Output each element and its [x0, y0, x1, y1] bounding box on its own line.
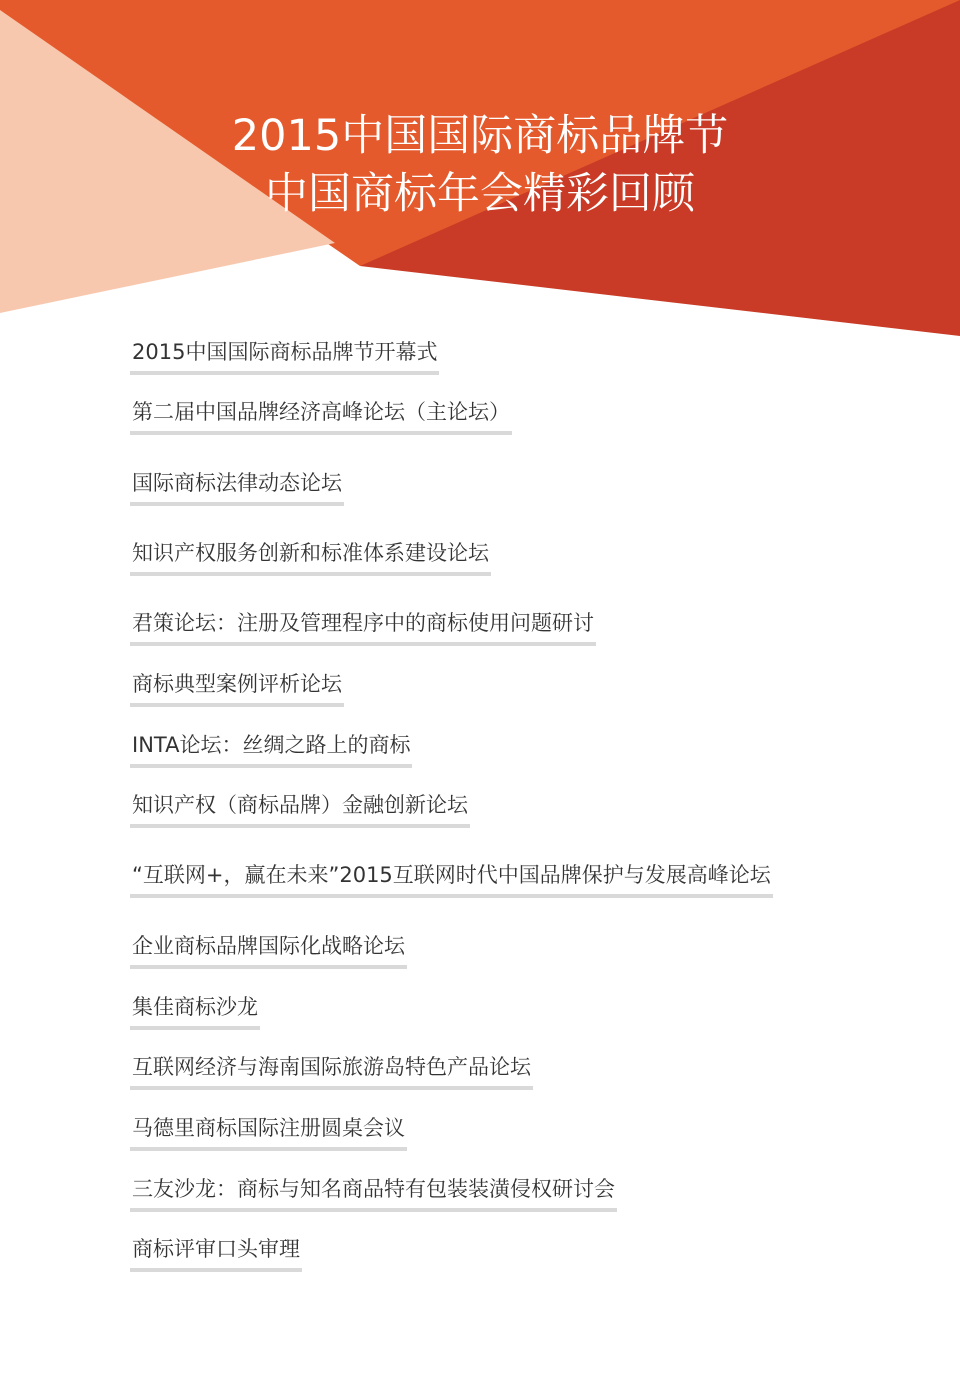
- agenda-item-label: 知识产权（商标品牌）金融创新论坛: [132, 793, 468, 817]
- agenda-item[interactable]: [130, 1113, 407, 1151]
- agenda-item-label: 君策论坛：注册及管理程序中的商标使用问题研讨: [132, 611, 594, 635]
- agenda-item-label: 马德里商标国际注册圆桌会议: [132, 1116, 405, 1140]
- agenda-item-label: “互联网+，赢在未来”2015互联网时代中国品牌保护与发展高峰论坛: [132, 863, 771, 887]
- page-title-line2: 中国商标年会精彩回顾: [265, 168, 695, 219]
- page-title-line1: 2015中国国际商标品牌节: [231, 110, 729, 161]
- agenda-item-label: 第二届中国品牌经济高峰论坛（主论坛）: [132, 400, 510, 424]
- agenda-item-label: 国际商标法律动态论坛: [132, 471, 342, 495]
- agenda-item-label: 集佳商标沙龙: [132, 995, 258, 1019]
- agenda-item[interactable]: [130, 730, 412, 768]
- agenda-item-label: 2015中国国际商标品牌节开幕式: [132, 340, 438, 364]
- agenda-item[interactable]: [130, 538, 491, 576]
- agenda-item[interactable]: [130, 1174, 617, 1212]
- agenda-item[interactable]: [130, 669, 344, 707]
- agenda-item[interactable]: [130, 397, 512, 435]
- agenda-item-label: 三友沙龙：商标与知名商品特有包装装潢侵权研讨会: [132, 1177, 615, 1201]
- agenda-item-label: 互联网经济与海南国际旅游岛特色产品论坛: [132, 1055, 531, 1079]
- agenda-item-label: 商标典型案例评析论坛: [132, 672, 342, 696]
- agenda-item-label: 知识产权服务创新和标准体系建设论坛: [132, 541, 489, 565]
- agenda-item-label: INTA论坛：丝绸之路上的商标: [132, 733, 411, 757]
- agenda-item[interactable]: [130, 860, 773, 898]
- agenda-item-label: 企业商标品牌国际化战略论坛: [132, 934, 405, 958]
- agenda-item[interactable]: [130, 468, 344, 506]
- agenda-item[interactable]: [130, 931, 407, 969]
- agenda-item[interactable]: [130, 1234, 302, 1272]
- agenda-item-label: 商标评审口头审理: [132, 1237, 300, 1261]
- agenda-item[interactable]: [130, 1052, 533, 1090]
- agenda-item[interactable]: [130, 608, 596, 646]
- agenda-item[interactable]: [130, 337, 439, 375]
- agenda-item[interactable]: [130, 992, 260, 1030]
- agenda-item[interactable]: [130, 790, 470, 828]
